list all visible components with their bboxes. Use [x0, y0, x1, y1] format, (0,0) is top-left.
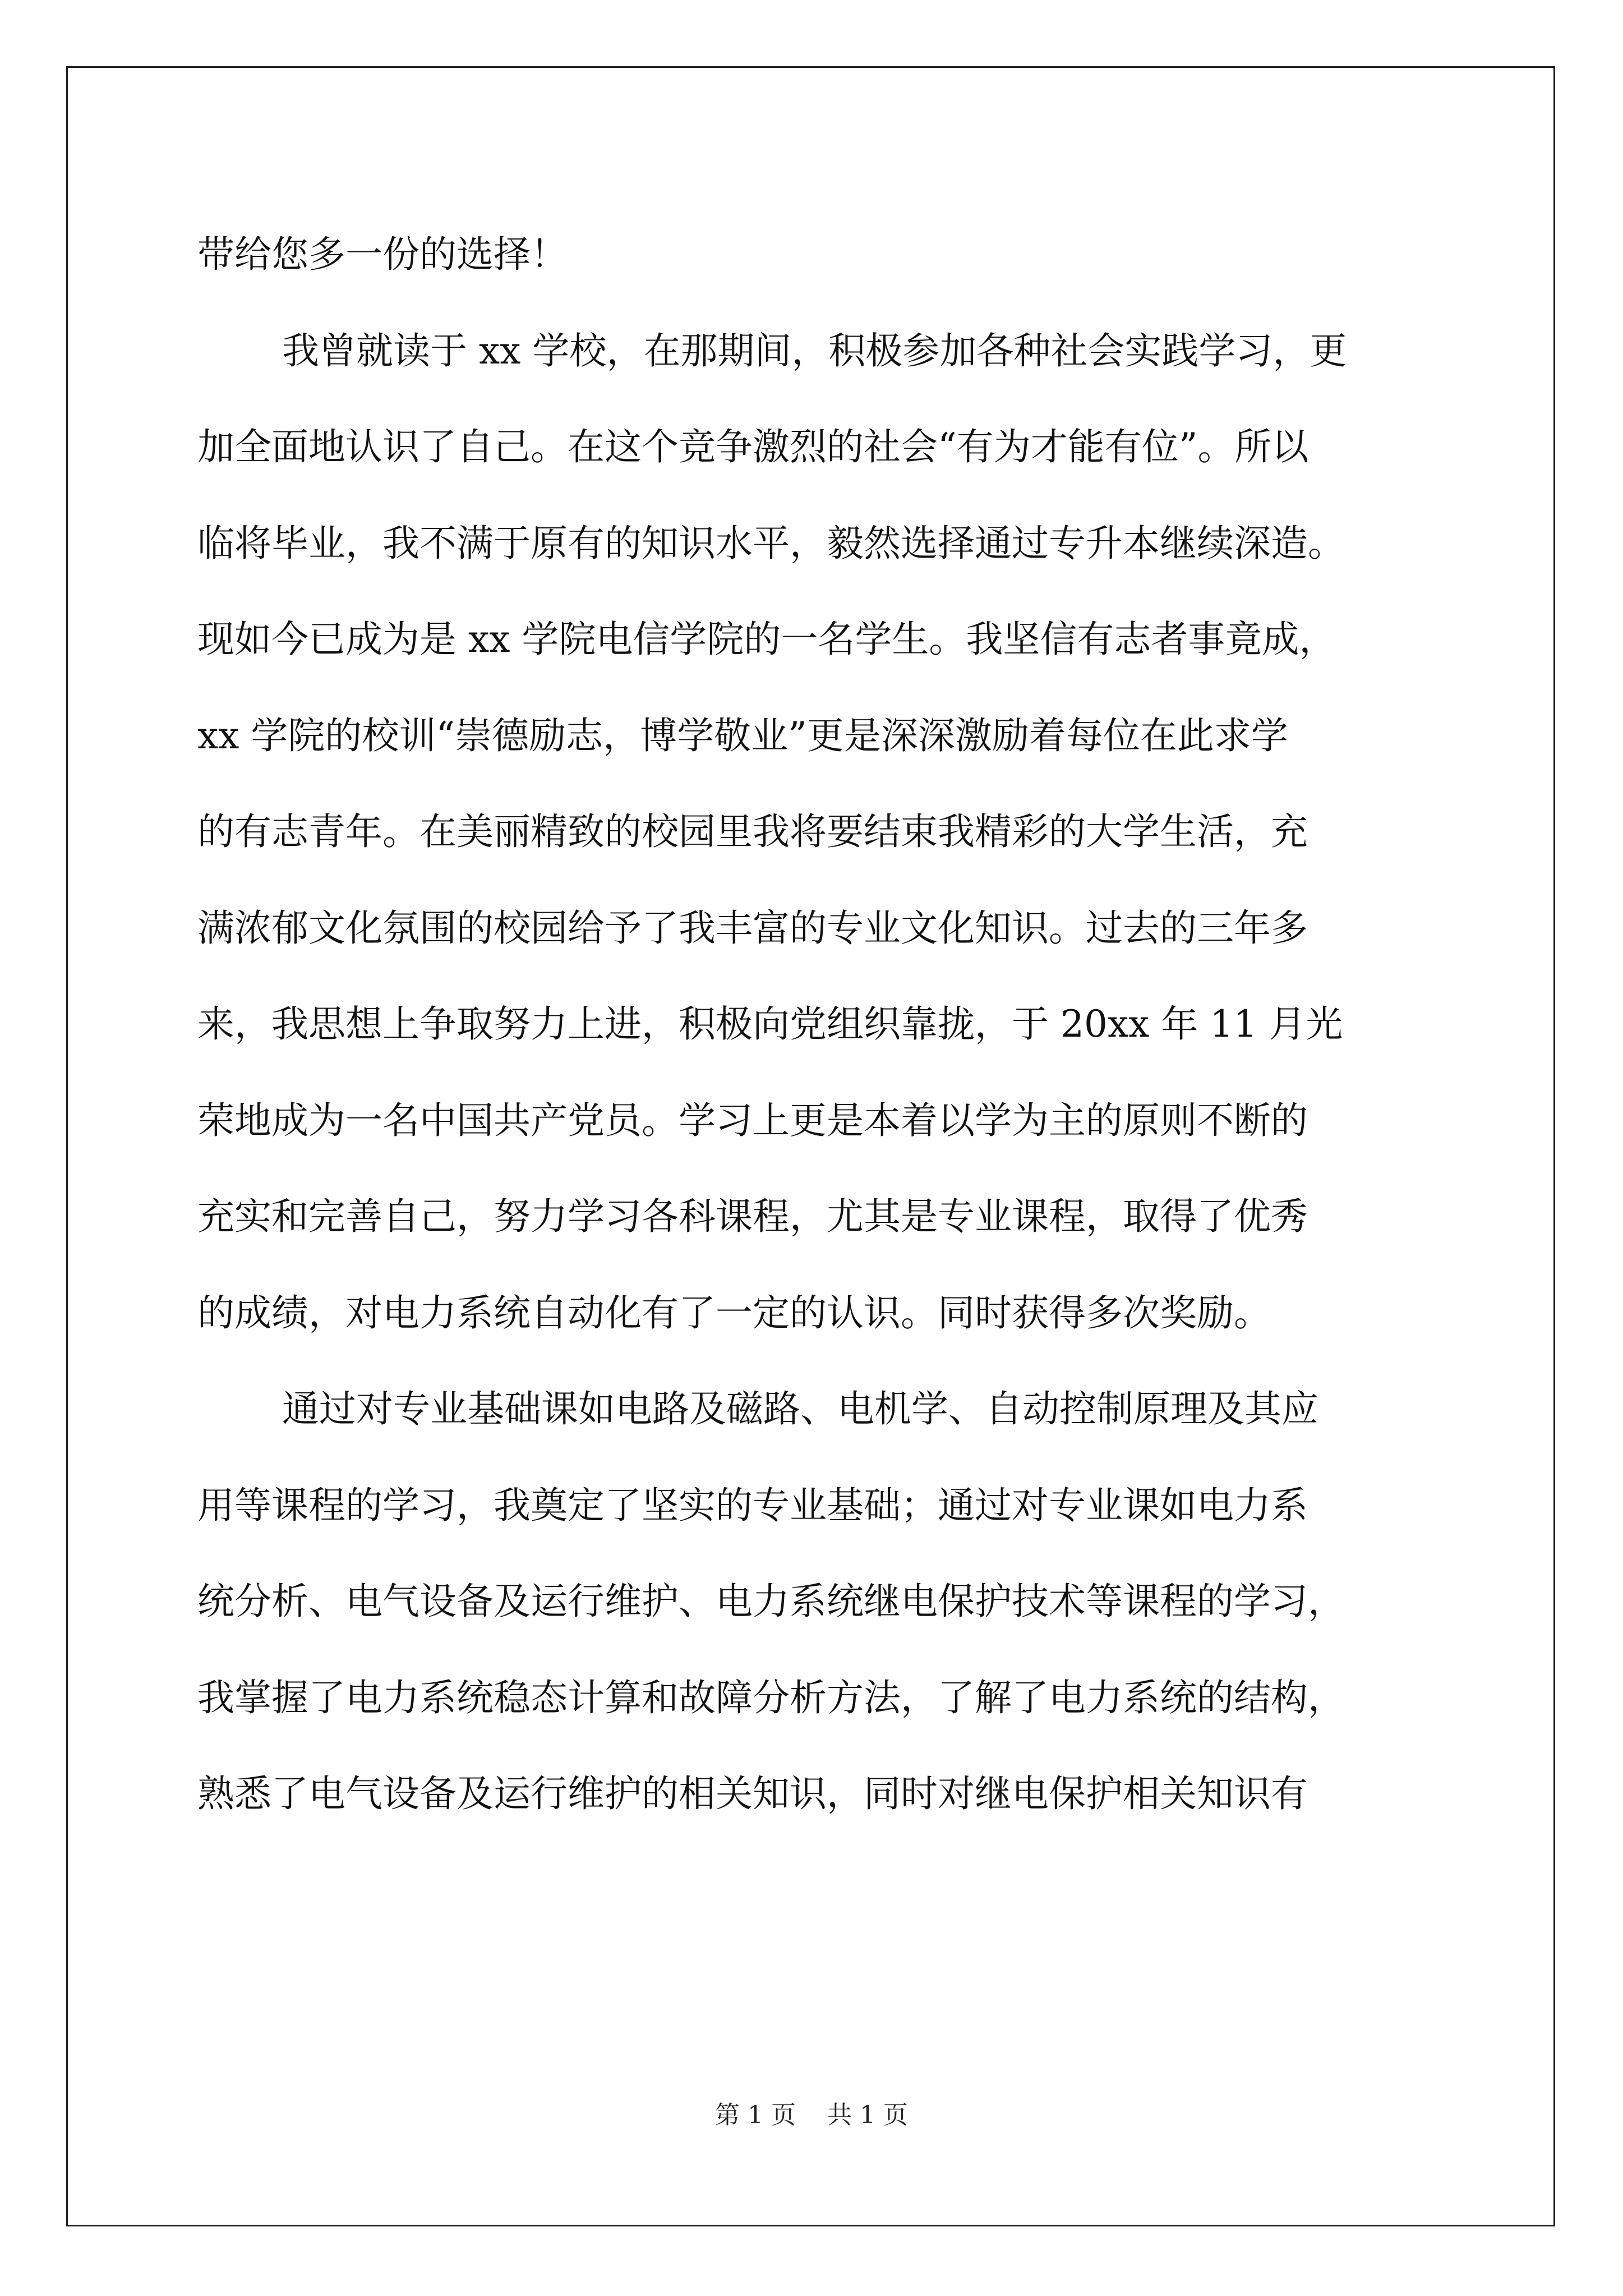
text-line: 我曾就读于 xx 学校，在那期间，积极参加各种社会实践学习，更 [282, 329, 1347, 372]
text-line: 临将毕业，我不满于原有的知识水平，毅然选择通过专升本继续深造。 [197, 521, 1345, 565]
text-line: xx 学院的校训“崇德励志，博学敬业”更是深深激励着每位在此求学 [197, 714, 1288, 757]
text-line: 用等课程的学习，我奠定了坚实的专业基础；通过对专业课如电力系 [197, 1483, 1308, 1527]
page-number-footer: 第 1 页 共 1 页 [715, 2101, 908, 2129]
text-line: 通过对专业基础课如电路及磁路、电机学、自动控制原理及其应 [282, 1387, 1318, 1430]
body-text [197, 206, 1426, 1842]
text-line: 带给您多一份的选择！ [197, 233, 568, 276]
text-line: 熟悉了电气设备及运行维护的相关知识，同时对继电保护相关知识有 [197, 1772, 1308, 1815]
text-line: 我掌握了电力系统稳态计算和故障分析方法，了解了电力系统的结构， [197, 1676, 1345, 1719]
text-line: 的有志青年。在美丽精致的校园里我将要结束我精彩的大学生活，充 [197, 810, 1308, 853]
text-line: 加全面地认识了自己。在这个竞争激烈的社会“有为才能有位”。所以 [197, 425, 1309, 468]
text-line: 统分析、电气设备及运行维护、电力系统继电保护技术等课程的学习， [197, 1580, 1345, 1623]
text-line: 荣地成为一名中国共产党员。学习上更是本着以学为主的原则不断的 [197, 1098, 1308, 1142]
text-line: 的成绩，对电力系统自动化有了一定的认识。同时获得多次奖励。 [197, 1291, 1271, 1335]
text-line: 满浓郁文化氛围的校园给予了我丰富的专业文化知识。过去的三年多 [197, 906, 1308, 950]
text-line: 来，我思想上争取努力上进，积极向党组织靠拢，于 20xx 年 11 月光 [197, 1002, 1343, 1046]
text-line: 现如今已成为是 xx 学院电信学院的一名学生。我坚信有志者事竟成， [197, 618, 1336, 661]
text-line: 充实和完善自己，努力学习各科课程，尤其是专业课程，取得了优秀 [197, 1195, 1308, 1238]
